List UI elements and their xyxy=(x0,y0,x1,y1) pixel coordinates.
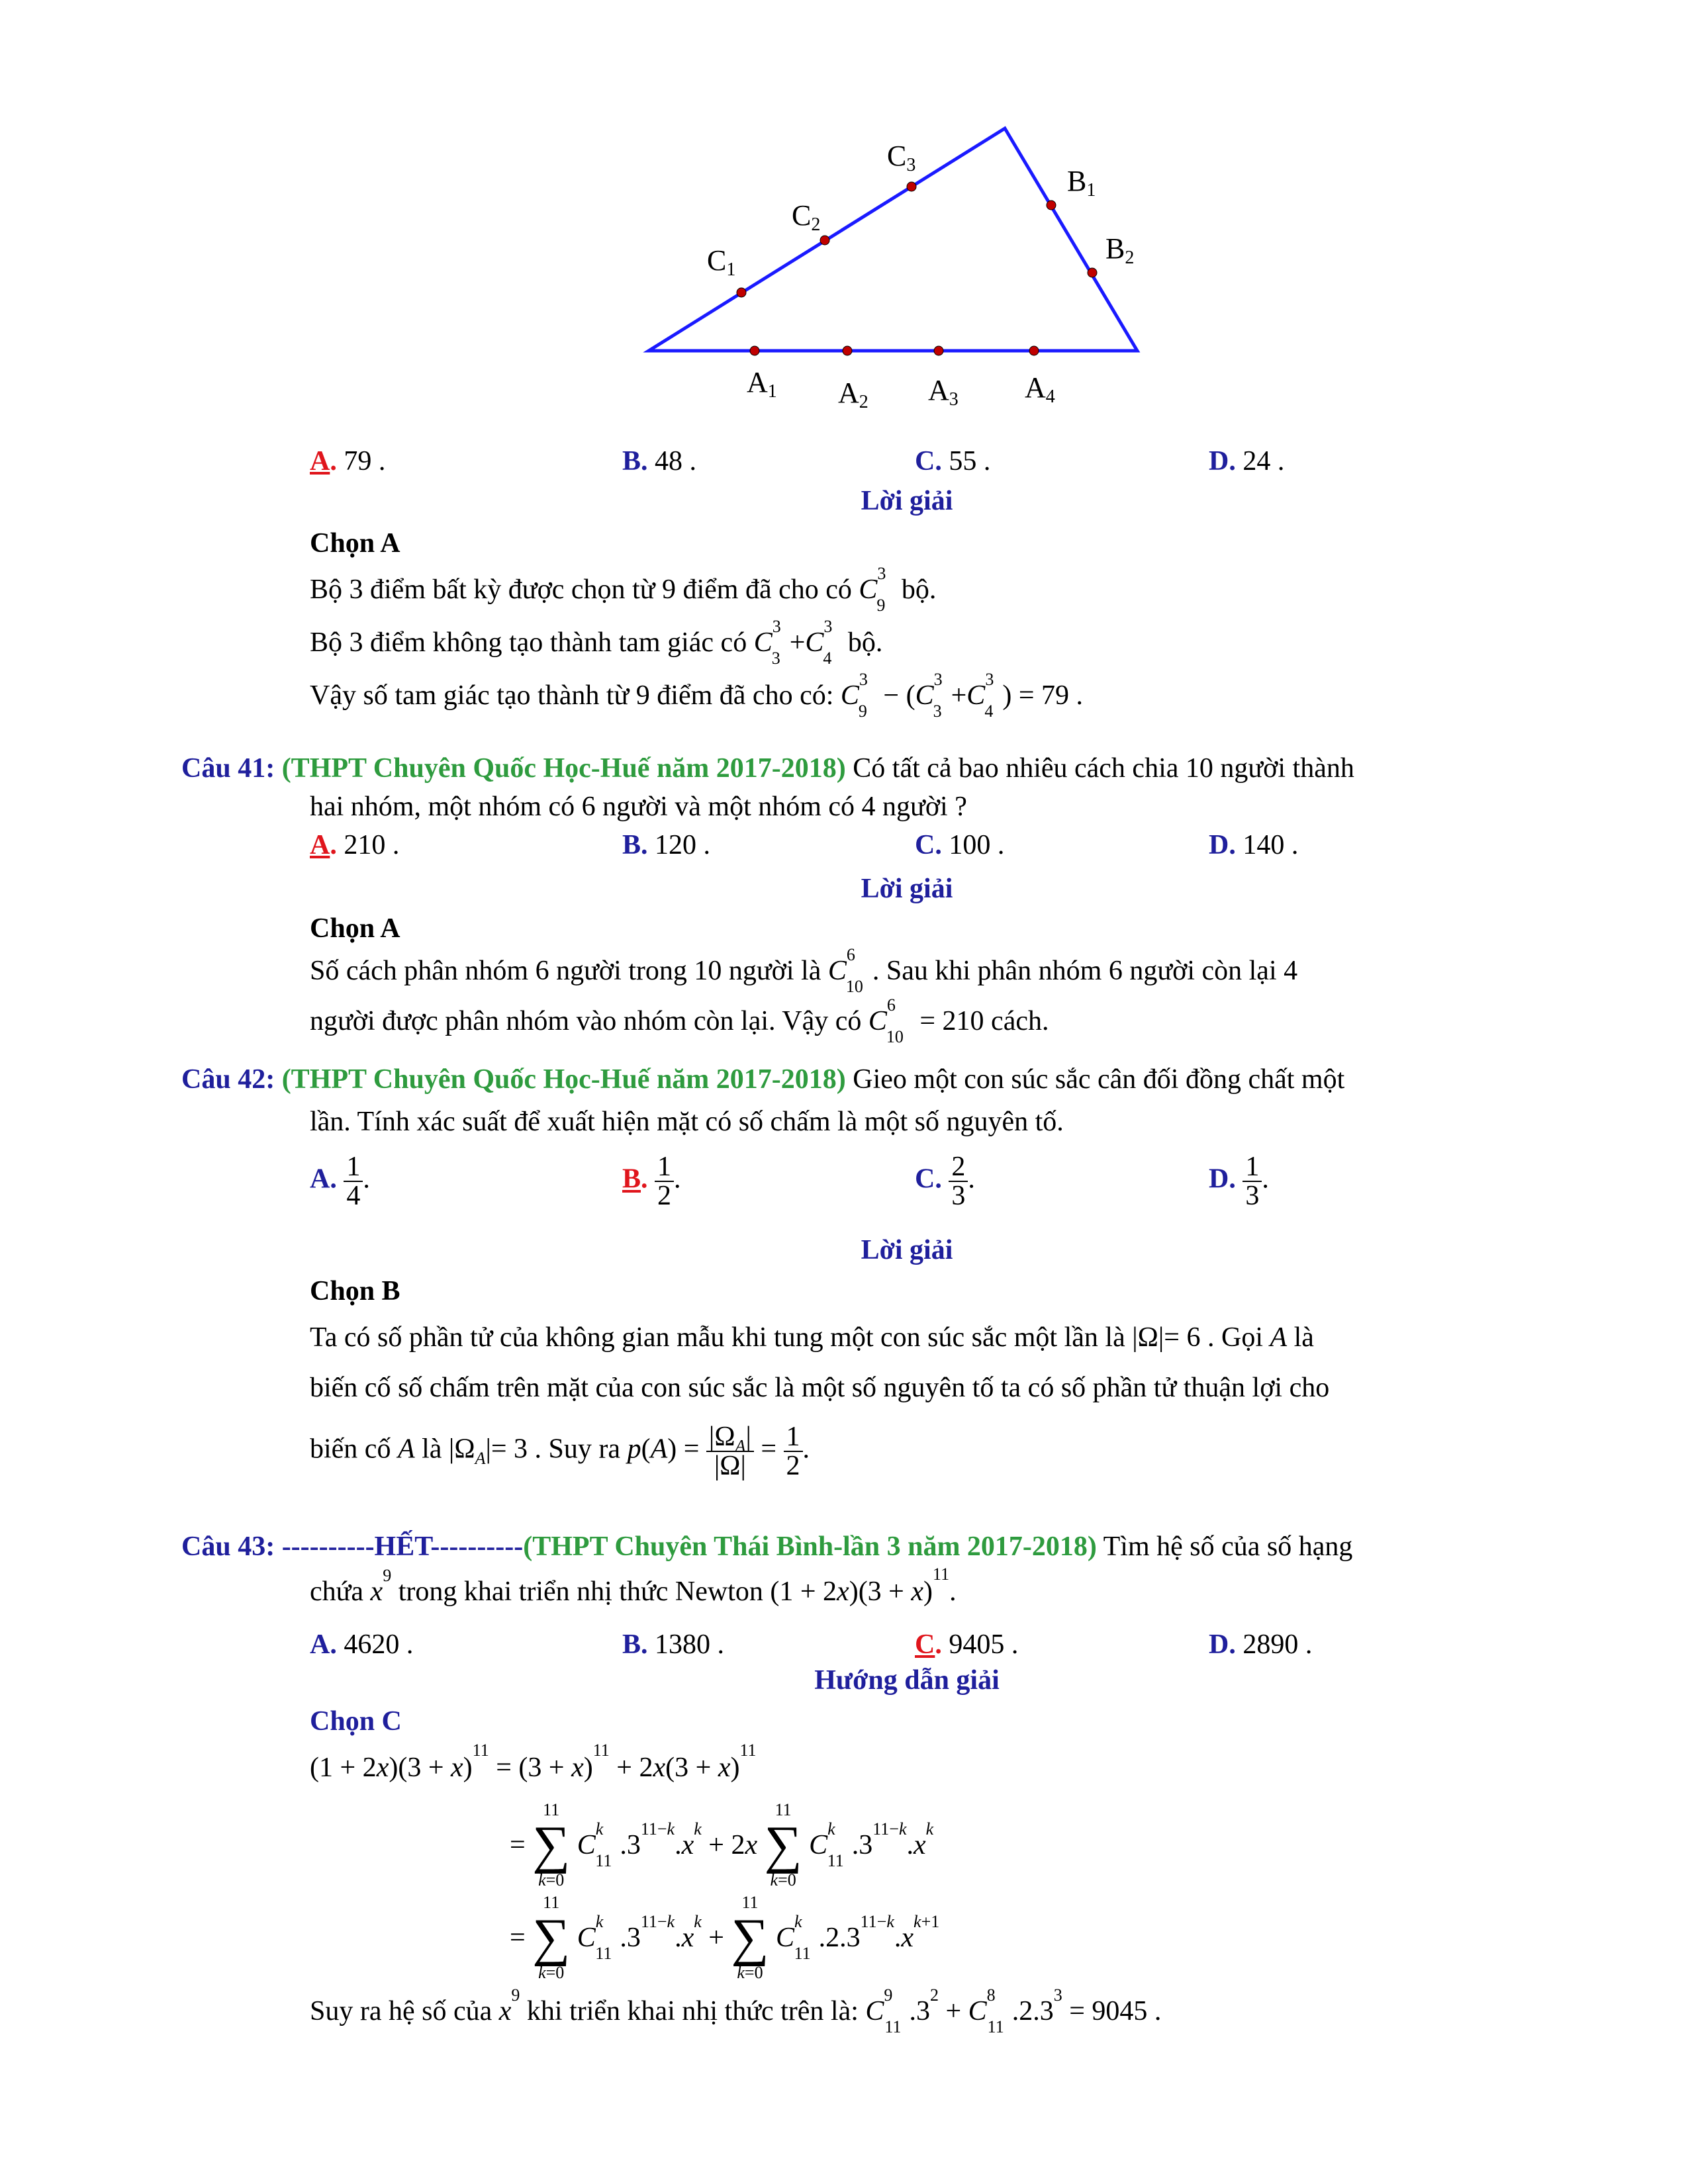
point-A2 xyxy=(843,346,852,355)
q41-solution-2: người được phân nhóm vào nhóm còn lại. Vậy có $C^6_{10} = 210$ cách. xyxy=(310,995,1049,1047)
point-A4 xyxy=(1029,346,1039,355)
label-B1: B1 xyxy=(1067,165,1096,201)
q42-stem: Câu 42: (THPT Chuyên Quốc Học-Huế năm 2017-2018) Gieo một con súc sắc cân đối đồng chất một xyxy=(181,1064,1345,1095)
label-A3: A3 xyxy=(928,374,959,410)
q42-choice: Chọn B xyxy=(310,1276,400,1306)
q41-solution-1: Số cách phân nhóm 6 người trong 10 người là $C^6_{10}$. Sau khi phân nhóm 6 người còn lại 4 xyxy=(310,945,1298,997)
q40-solution-title: Lời giải xyxy=(861,486,953,516)
q42-solution-3: biến cố A là $|\Omega_A|= 3$ . Suy ra p(A) = $\frac{|\Omega_A|}{|\Omega|}$ = $\frac{1}{2}$ . xyxy=(310,1422,810,1481)
q43-option-a: A. 4620 . xyxy=(310,1629,414,1660)
triangle-figure xyxy=(596,119,1192,424)
q41-solution-title: Lời giải xyxy=(861,874,953,904)
point-A1 xyxy=(750,346,759,355)
q42-solution-2: biến cố số chấm trên mặt của con súc sắc là một số nguyên tố ta có số phần tử thuận lợi cho xyxy=(310,1373,1330,1403)
q40-line3: Vậy số tam giác tạo thành từ 9 điểm đã cho có: $C^3_9 - (C^3_3+C^3_4) = 79$ . xyxy=(310,670,1083,721)
point-A3 xyxy=(934,346,943,355)
q43-stem-2: chứa $x^9$ trong khai triển nhị thức Newton $(1 + 2x)(3 + x)^{11}$. xyxy=(310,1565,957,1607)
label-B2: B2 xyxy=(1105,232,1135,268)
q43-expansion-1: $(1 + 2x)(3 + x)^{11} = (3 + x)^{11} + 2x(3 + x)^{11}$ xyxy=(310,1741,757,1783)
q43-option-d: D. 2890 . xyxy=(1209,1629,1313,1660)
q41-option-b: B. 120 . xyxy=(622,830,711,860)
q40-option-c: C. 55 . xyxy=(915,446,991,477)
q42-option-b: B. $\frac{1}{2}$ . xyxy=(622,1152,681,1211)
q41-option-a: A. 210 . xyxy=(310,830,400,860)
point-B1 xyxy=(1047,201,1056,210)
q41-stem: Câu 41: (THPT Chuyên Quốc Học-Huế năm 2017-2018) Có tất cả bao nhiêu cách chia 10 người thành xyxy=(181,753,1354,784)
label-C2: C2 xyxy=(792,199,821,235)
q43-choice: Chọn C xyxy=(310,1706,402,1737)
q40-choice: Chọn A xyxy=(310,528,400,559)
q40-option-d: D. 24 . xyxy=(1209,446,1285,477)
q41-stem-2: hai nhóm, một nhóm có 6 người và một nhóm có 4 người ? xyxy=(310,792,967,822)
q42-option-d: D. $\frac{1}{3}$ . xyxy=(1209,1152,1269,1211)
label-C1: C1 xyxy=(707,244,736,280)
q43-expansion-3: = 11 ∑ k=0 $C^k_{11}.3^{11-k}.x^k$ + 11 ∑ k=0 $C^k_{11}.2.3^{11-k}.x^{k+1}$ xyxy=(510,1893,940,1982)
q41-option-d: D. 140 . xyxy=(1209,830,1299,860)
label-A4: A4 xyxy=(1025,371,1055,407)
label-A1: A1 xyxy=(747,366,777,402)
point-C2 xyxy=(820,236,829,245)
q43-option-c: C. 9405 . xyxy=(915,1629,1019,1660)
q42-stem-2: lần. Tính xác suất để xuất hiện mặt có số chấm là một số nguyên tố. xyxy=(310,1107,1064,1137)
point-C3 xyxy=(907,182,916,191)
q43-expansion-2: = 11 ∑ k=0 $C^k_{11}.3^{11-k}.x^k + 2x$ 11 ∑ k=0 $C^k_{11}.3^{11-k}.x^k$ xyxy=(510,1800,934,1889)
point-C1 xyxy=(737,288,746,297)
q43-stem: Câu 43: ----------HẾT----------(THPT Chuyên Thái Bình-lần 3 năm 2017-2018) Tìm hệ số của số hạng xyxy=(181,1531,1353,1562)
q42-option-c: C. $\frac{2}{3}$ . xyxy=(915,1152,975,1211)
q40-option-a: A. 79 . xyxy=(310,446,386,477)
label-A2: A2 xyxy=(838,377,868,412)
q40-line1: Bộ 3 điểm bất kỳ được chọn từ 9 điểm đã cho có $C^3_9$ bộ. xyxy=(310,564,937,615)
q41-option-c: C. 100 . xyxy=(915,830,1005,860)
q42-solution-1: Ta có số phần tử của không gian mẫu khi tung một con súc sắc một lần là |Ω|= 6 . Gọi A là xyxy=(310,1322,1314,1353)
q42-option-a: A. $\frac{1}{4}$ . xyxy=(310,1152,370,1211)
q43-final: Suy ra hệ số của $x^9$ khi triển khai nhị thức trên là: $C^9_{11}.3^2 + C^8_{11}.2.3^3 = 9045$ . xyxy=(310,1985,1162,2037)
q42-solution-title: Lời giải xyxy=(861,1235,953,1265)
q43-solution-title: Hướng dẫn giải xyxy=(814,1665,1000,1696)
q41-choice: Chọn A xyxy=(310,913,400,944)
label-C3: C3 xyxy=(887,140,916,175)
point-B2 xyxy=(1088,268,1097,277)
q40-line2: Bộ 3 điểm không tạo thành tam giác có $C^3_3+C^3_4$ bộ. xyxy=(310,617,883,668)
q43-option-b: B. 1380 . xyxy=(622,1629,725,1660)
q40-option-b: B. 48 . xyxy=(622,446,697,477)
